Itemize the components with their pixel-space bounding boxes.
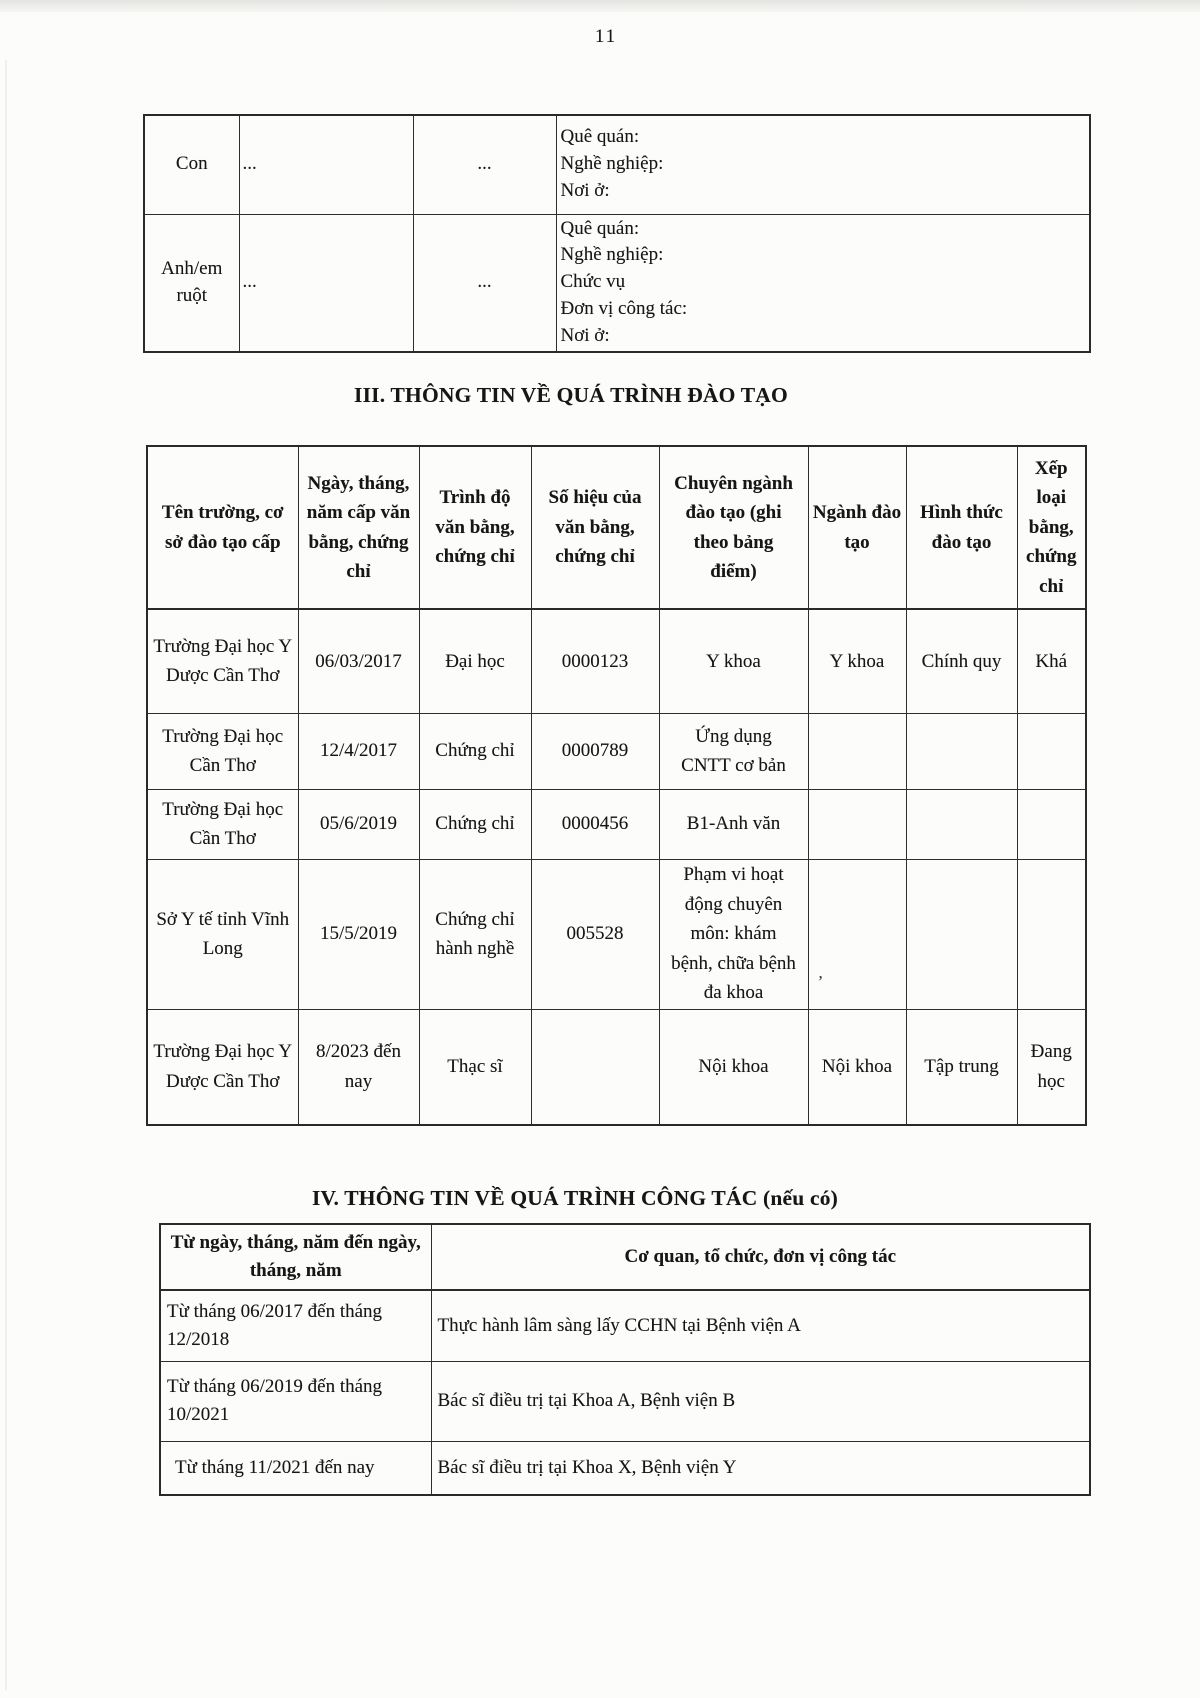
relation-label: Anh/em ruột xyxy=(144,214,239,352)
education-cell: Sở Y tế tỉnh Vĩnh Long xyxy=(147,859,298,1009)
education-row xyxy=(147,1009,1086,1125)
work-row xyxy=(160,1441,1090,1495)
education-header-cell: Ngày, tháng, năm cấp văn bằng, chứng chỉ xyxy=(298,446,419,609)
education-cell xyxy=(906,859,1017,1009)
page-number: 11 xyxy=(594,26,618,47)
education-cell xyxy=(808,859,906,1009)
education-header-cell: Chuyên ngành đào tạo (ghi theo bảng điểm) xyxy=(659,446,808,609)
work-row xyxy=(160,1290,1090,1361)
education-header-row xyxy=(147,446,1086,609)
education-cell: 005528 xyxy=(531,859,659,1009)
education-cell: 0000456 xyxy=(531,789,659,859)
education-cell: 05/6/2019 xyxy=(298,789,419,859)
education-cell: Đại học xyxy=(419,609,531,713)
education-cell xyxy=(1017,713,1086,789)
relation-label: Con xyxy=(144,115,239,214)
education-cell: Chính quy xyxy=(906,609,1017,713)
education-cell: Y khoa xyxy=(808,609,906,713)
detail-line: Nghề nghiệp: xyxy=(560,153,664,175)
education-cell: Phạm vi hoạt động chuyên môn: khám bệnh, chữa bệnh đa khoa xyxy=(659,859,808,1009)
section-heading-work: IV. THÔNG TIN VỀ QUÁ TRÌNH CÔNG TÁC (nếu có) xyxy=(311,1186,839,1210)
detail-line: Chức vụ xyxy=(560,271,626,293)
work-organization: Bác sĩ điều trị tại Khoa X, Bệnh viện Y xyxy=(431,1441,1090,1495)
section-heading-education: III. THÔNG TIN VỀ QUÁ TRÌNH ĐÀO TẠO xyxy=(354,383,788,407)
year-placeholder-dots: ... xyxy=(413,115,556,214)
education-cell: Trường Đại học Cần Thơ xyxy=(147,789,298,859)
scan-top-edge-artifact xyxy=(0,0,1200,12)
education-cell: 8/2023 đến nay xyxy=(298,1009,419,1125)
education-header-cell: Hình thức đào tạo xyxy=(906,446,1017,609)
work-period: Từ tháng 06/2017 đến tháng 12/2018 xyxy=(160,1290,431,1361)
relation-details xyxy=(556,214,1090,352)
education-cell: Nội khoa xyxy=(808,1009,906,1125)
education-header-cell: Tên trường, cơ sở đào tạo cấp xyxy=(147,446,298,609)
education-cell: Trường Đại học Cần Thơ xyxy=(147,713,298,789)
detail-line: Quê quán: xyxy=(560,126,640,148)
education-cell: 0000123 xyxy=(531,609,659,713)
family-row-child xyxy=(144,115,1090,214)
education-cell: Chứng chỉ xyxy=(419,713,531,789)
work-row xyxy=(160,1361,1090,1441)
detail-line: Nơi ở: xyxy=(560,325,610,347)
education-cell: Chứng chỉ xyxy=(419,789,531,859)
work-header-text: Từ ngày, tháng, năm đến ngày, tháng, năm xyxy=(170,1232,421,1281)
education-header-cell: Trình độ văn bằng, chứng chỉ xyxy=(419,446,531,609)
education-cell: Y khoa xyxy=(659,609,808,713)
name-placeholder-dots: ... xyxy=(239,115,413,214)
education-cell: 15/5/2019 xyxy=(298,859,419,1009)
education-cell: Trường Đại học Y Dược Cần Thơ xyxy=(147,609,298,713)
education-cell: B1-Anh văn xyxy=(659,789,808,859)
education-cell: Khá xyxy=(1017,609,1086,713)
detail-line: Quê quán: xyxy=(560,217,640,239)
education-cell: Tập trung xyxy=(906,1009,1017,1125)
education-cell xyxy=(906,789,1017,859)
year-placeholder-dots: ... xyxy=(413,214,556,352)
work-header-cell xyxy=(160,1224,431,1290)
education-cell: Ứng dụng CNTT cơ bản xyxy=(659,713,808,789)
work-period: Từ tháng 11/2021 đến nay xyxy=(160,1441,431,1495)
education-row xyxy=(147,609,1086,713)
education-cell: 0000789 xyxy=(531,713,659,789)
education-cell: Đang học xyxy=(1017,1009,1086,1125)
education-cell xyxy=(808,713,906,789)
education-header-cell: Số hiệu của văn bằng, chứng chỉ xyxy=(531,446,659,609)
work-table xyxy=(159,1223,1091,1496)
education-table xyxy=(146,445,1087,1126)
work-period: Từ tháng 06/2019 đến tháng 10/2021 xyxy=(160,1361,431,1441)
education-cell xyxy=(808,789,906,859)
education-row xyxy=(147,789,1086,859)
education-row xyxy=(147,859,1086,1009)
detail-line: Nơi ở: xyxy=(560,180,610,202)
education-row xyxy=(147,713,1086,789)
education-cell xyxy=(906,713,1017,789)
name-placeholder-dots: ... xyxy=(239,214,413,352)
work-header-row xyxy=(160,1224,1090,1290)
education-cell: Chứng chỉ hành nghề xyxy=(419,859,531,1009)
education-cell: Thạc sĩ xyxy=(419,1009,531,1125)
detail-line: Nghề nghiệp: xyxy=(560,244,664,266)
education-header-cell: Ngành đào tạo xyxy=(808,446,906,609)
work-organization: Thực hành lâm sàng lấy CCHN tại Bệnh viện A xyxy=(431,1290,1090,1361)
detail-line: Đơn vị công tác: xyxy=(560,298,688,320)
work-organization: Bác sĩ điều trị tại Khoa A, Bệnh viện B xyxy=(431,1361,1090,1441)
education-header-cell: Xếp loại bằng, chứng chỉ xyxy=(1017,446,1086,609)
education-cell xyxy=(1017,859,1086,1009)
relation-details xyxy=(556,115,1090,214)
education-cell: 12/4/2017 xyxy=(298,713,419,789)
education-cell: Nội khoa xyxy=(659,1009,808,1125)
scan-stray-comma: , xyxy=(818,963,823,983)
education-cell xyxy=(1017,789,1086,859)
education-cell: 06/03/2017 xyxy=(298,609,419,713)
scan-left-edge-artifact xyxy=(5,60,7,1690)
work-header-cell: Cơ quan, tổ chức, đơn vị công tác xyxy=(431,1224,1090,1290)
family-row-sibling xyxy=(144,214,1090,352)
education-cell xyxy=(531,1009,659,1125)
education-cell: Trường Đại học Y Dược Cần Thơ xyxy=(147,1009,298,1125)
family-table xyxy=(143,114,1091,353)
